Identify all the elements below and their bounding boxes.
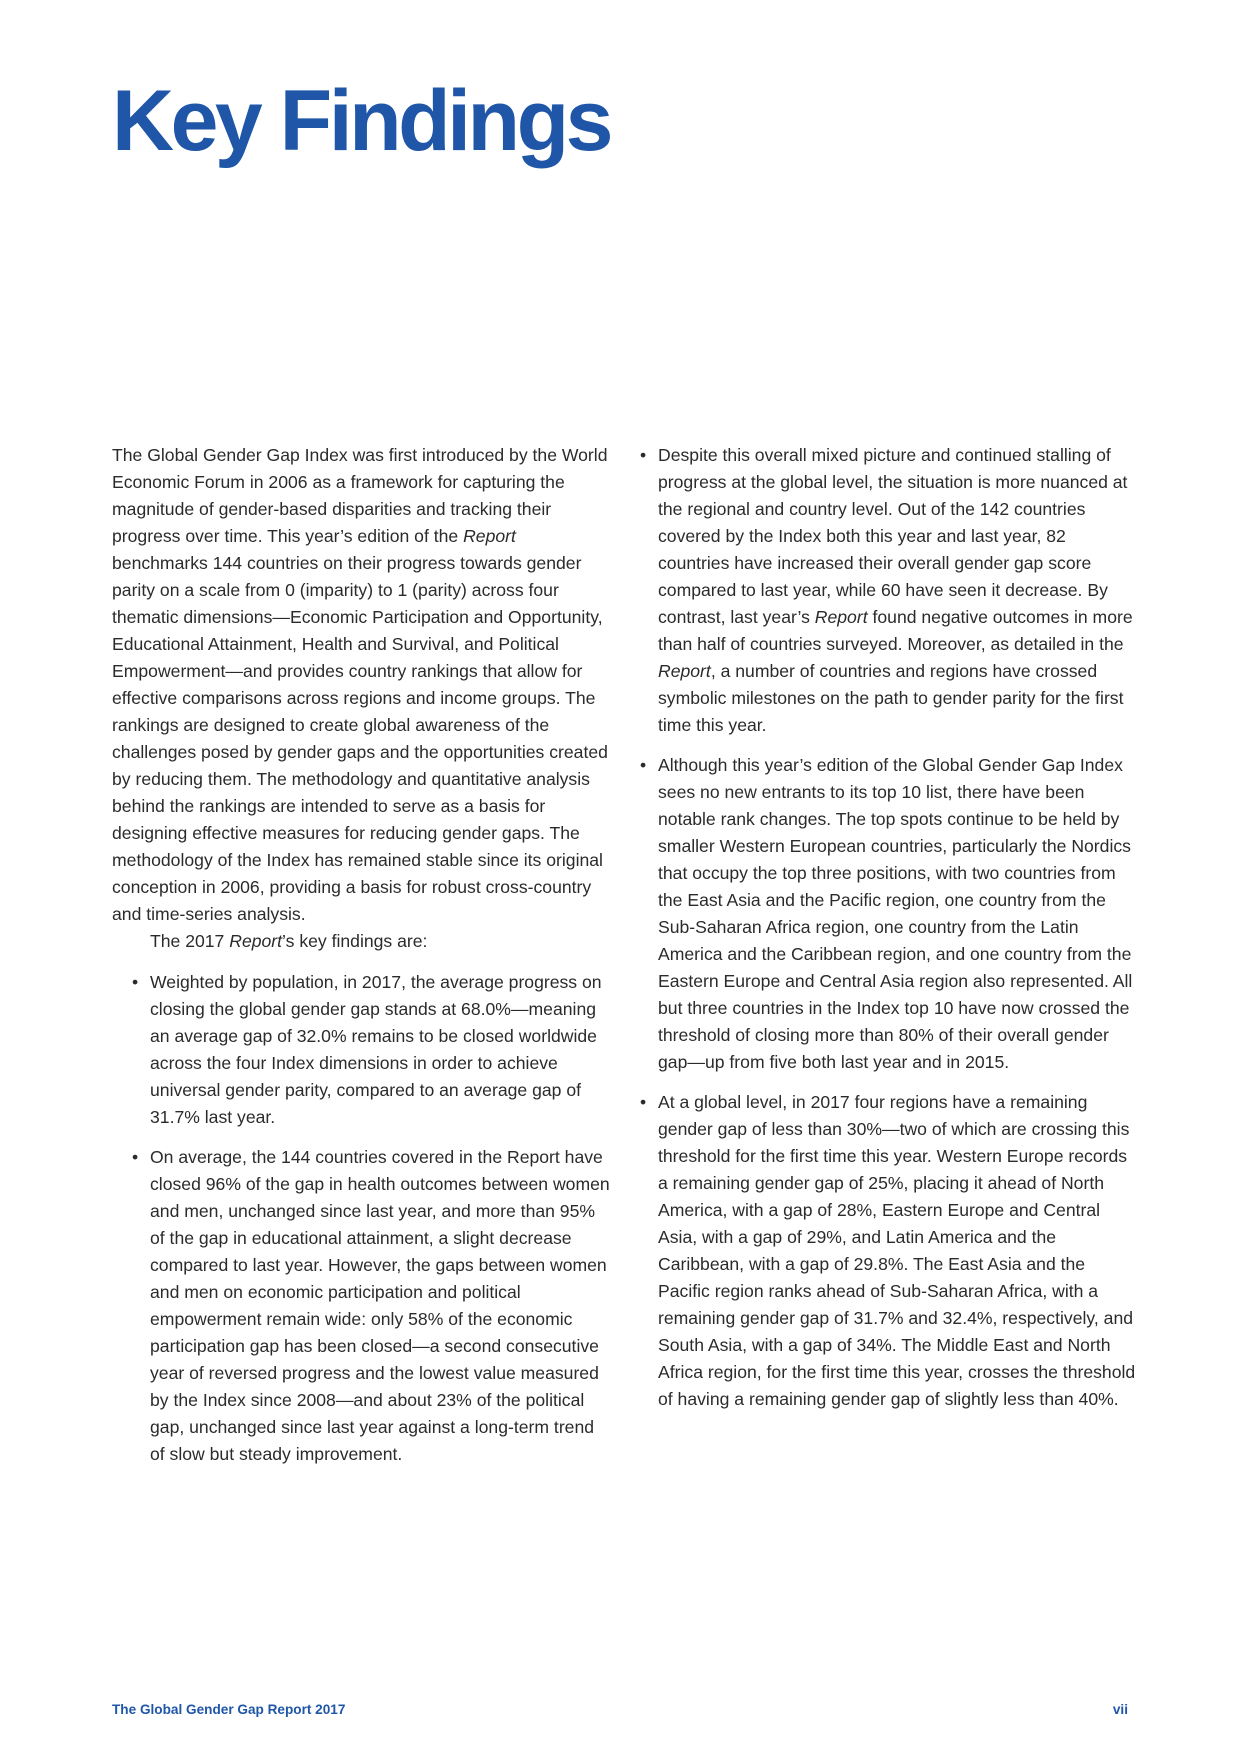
bullet-icon: • [640, 755, 647, 775]
list-item [640, 1089, 1138, 1413]
bullet-icon: • [640, 445, 647, 465]
intro-report-italic: Report [463, 526, 516, 546]
footer-page-number: vii [1112, 1702, 1128, 1717]
footer-report-title: The Global Gender Gap Report 2017 [112, 1702, 346, 1717]
left-bullet-list [132, 969, 610, 1468]
page-title: Key Findings [112, 73, 610, 169]
lead-text-2: ’s key findings are: [282, 931, 428, 951]
bullet-text: Weighted by population, in 2017, the average progress on closing the global gender gap stands at 68.0%—meaning an average gap of 32.0% remains to be closed worldwide across the four Index dimensions in order to achieve universal gender parity, compared to an average gap of 31.7% last year. [150, 972, 602, 1127]
bullet-icon: • [640, 1092, 647, 1112]
intro-text-1: The Global Gender Gap Index was first introduced by the World Economic Forum in 2006 as a framework for capturing the magnitude of gender-based disparities and tracking their progress over time. This year’s edition of the [112, 445, 608, 546]
bullet-text: On average, the 144 countries covered in the Report have closed 96% of the gap in health outcomes between women and men, unchanged since last year, and more than 95% of the gap in educational attainment, a slight decrease compared to last year. However, the gaps between women and men on economic participation and political empowerment remain wide: only 58% of the economic participation gap has been closed—a second consecutive year of reversed progress and the lowest value measured by the Index since 2008—and about 23% of the political gap, unchanged since last year against a long-term trend of slow but steady improvement. [150, 1147, 610, 1464]
lead-text-1: The 2017 [150, 931, 230, 951]
bullet-text-1: Despite this overall mixed picture and continued stalling of progress at the global level, the situation is more nuanced at the regional and country level. Out of the 142 countries covered by the Index both this year and last year, 82 countries have increased their overall gender gap score compared to last year, while 60 have seen it decrease. By contrast, last year’s [658, 445, 1128, 627]
list-item [640, 442, 1138, 739]
list-item [640, 752, 1138, 1076]
bullet-text-3: , a number of countries and regions have crossed symbolic milestones on the path to gender parity for the first time this year. [658, 661, 1124, 735]
bullet-text: Although this year’s edition of the Global Gender Gap Index sees no new entrants to its top 10 list, there have been notable rank changes. The top spots continue to be held by smaller Western European countries, particularly the Nordics that occupy the top three positions, with two countries from the East Asia and the Pacific region, one country from the Sub-Saharan Africa region, one country from the Latin America and the Caribbean region, and one country from the Eastern Europe and Central Asia region also represented. All but three countries in the Index top 10 have now crossed the threshold of closing more than 80% of their overall gender gap—up from five both last year and in 2015. [658, 755, 1133, 1072]
intro-paragraph [112, 442, 610, 928]
bullet-icon: • [132, 1147, 139, 1167]
list-item [132, 1144, 610, 1468]
right-bullet-list [640, 442, 1138, 1413]
key-findings-lead [112, 928, 610, 955]
intro-text-2: benchmarks 144 countries on their progress towards gender parity on a scale from 0 (imparity) to 1 (parity) across four thematic dimensions—Economic Participation and Opportunity, Educational Attainment, Health and Survival, and Political Empowerment—and provides country rankings that allow for effective comparisons across regions and income groups. The rankings are designed to create global awareness of the challenges posed by gender gaps and the opportunities created by reducing them. The methodology and quantitative analysis behind the rankings are intended to serve as a basis for designing effective measures for reducing gender gaps. The methodology of the Index has remained stable since its original conception in 2006, providing a basis for robust cross-country and time-series analysis. [112, 553, 608, 924]
bullet-report-italic: Report [814, 607, 868, 627]
left-column [112, 442, 610, 1481]
bullet-text-2: found negative outcomes in more than half of countries surveyed. Moreover, as detailed in the [658, 607, 1133, 654]
bullet-icon: • [132, 972, 139, 992]
lead-report-italic: Report [229, 931, 283, 951]
bullet-report-italic: Report [658, 661, 711, 681]
right-column [640, 442, 1138, 1426]
list-item [132, 969, 610, 1131]
bullet-text: At a global level, in 2017 four regions have a remaining gender gap of less than 30%—two of which are crossing this threshold for the first time this year. Western Europe records a remaining gender gap of 25%, placing it ahead of North America, with a gap of 28%, Eastern Europe and Central Asia, with a gap of 29%, and Latin America and the Caribbean, with a gap of 29.8%. The East Asia and the Pacific region ranks ahead of Sub-Saharan Africa, with a remaining gender gap of 31.7% and 32.4%, respectively, and South Asia, with a gap of 34%. The Middle East and North Africa region, for the first time this year, crosses the threshold of having a remaining gender gap of slightly less than 40%. [658, 1092, 1136, 1409]
